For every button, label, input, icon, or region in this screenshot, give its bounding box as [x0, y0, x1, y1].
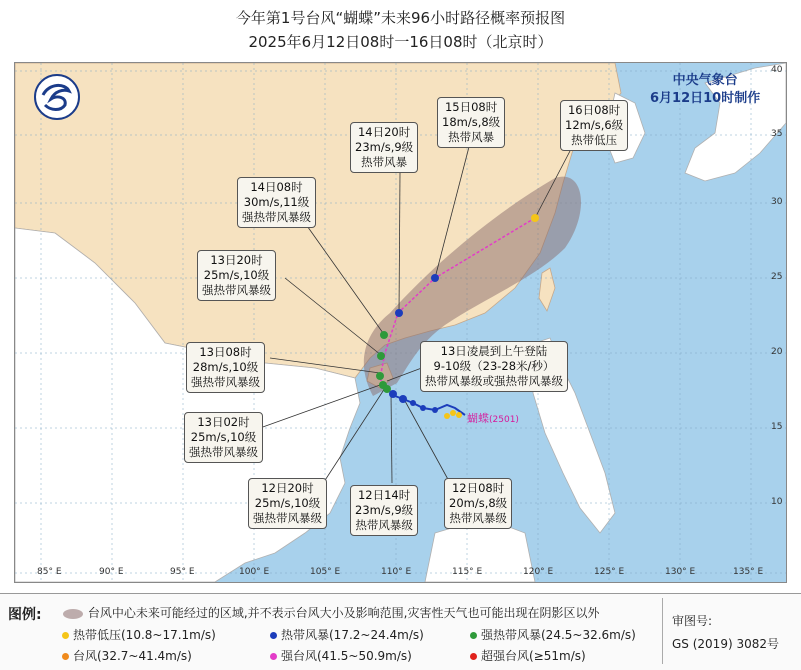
callout-wind: 25m/s,10级 [203, 268, 270, 282]
past-point-2 [420, 405, 426, 411]
lat-tick: 20 [771, 347, 783, 357]
past-point-3 [432, 407, 438, 413]
legend-item-td: 热带低压(10.8~17.1m/s) [62, 626, 216, 643]
legend-item-superty: 超强台风(≥51m/s) [470, 647, 586, 664]
point-14d20 [395, 309, 403, 317]
lon-tick: 95° E [170, 567, 195, 577]
callout-12d20 [248, 478, 327, 529]
callout-grade: 强热带风暴级 [191, 375, 260, 389]
dot-icon [270, 653, 277, 660]
legend-divider [662, 598, 663, 664]
genesis-point-2 [450, 410, 456, 416]
callout-time: 13日02时 [197, 415, 250, 429]
callout-14d08 [237, 177, 316, 228]
callout-wind: 30m/s,11级 [243, 195, 310, 209]
callout-wind: 20m/s,8级 [449, 496, 508, 510]
lon-tick: 120° E [523, 567, 554, 577]
point-13d20 [377, 352, 385, 360]
typhoon-code: (2501) [489, 415, 519, 425]
callout-15d08 [437, 97, 505, 148]
agency-block [650, 72, 760, 108]
lon-tick: 115° E [452, 567, 483, 577]
callout-12d14 [350, 485, 418, 536]
callout-14d20 [350, 122, 418, 173]
point-13d08 [376, 372, 384, 380]
map-subtitle: 2025年6月12日08时一16日08时（北京时） [248, 33, 553, 51]
callout-wind: 18m/s,8级 [442, 115, 501, 129]
callout-time: 15日08时 [444, 100, 498, 114]
legend-item-sts: 强热带风暴(24.5~32.6m/s) [470, 626, 636, 643]
callout-12d08 [444, 478, 512, 529]
point-14d08 [380, 331, 388, 339]
lat-tick: 35 [771, 129, 783, 139]
legend-cone-text: 台风中心未来可能经过的区域,并不表示台风大小及影响范围,灾害性天气也可能出现在阴影区以外 [87, 606, 600, 620]
callout-landfall [420, 341, 568, 392]
legend-title: 图例: [8, 607, 42, 623]
lon-tick: 90° E [99, 567, 124, 577]
dot-icon [62, 632, 69, 639]
callout-wind: 28m/s,10级 [192, 360, 259, 374]
callout-time: 14日08时 [250, 180, 303, 194]
lat-tick: 30 [771, 197, 783, 207]
callout-time: 13日20时 [210, 253, 263, 267]
callout-wind: 12m/s,6级 [565, 118, 624, 132]
lat-tick: 25 [771, 272, 783, 282]
point-15d08 [431, 274, 439, 282]
lon-tick: 135° E [733, 567, 764, 577]
dot-icon [470, 632, 477, 639]
callout-grade: 强热带风暴级 [189, 445, 258, 459]
point-16d08 [531, 214, 539, 222]
dot-icon [62, 653, 69, 660]
legend-item-ts: 热带风暴(17.2~24.4m/s) [270, 626, 424, 643]
legend-item-ty: 台风(32.7~41.4m/s) [62, 647, 192, 664]
landfall-line2: 9-10级（23-28米/秒） [433, 359, 555, 373]
lat-tick: 15 [771, 422, 783, 432]
lon-tick: 125° E [594, 567, 625, 577]
callout-wind: 23m/s,9级 [355, 140, 414, 154]
landfall-line1: 13日凌晨到上午登陆 [440, 344, 548, 358]
callout-grade: 热带风暴级 [449, 511, 507, 525]
legend-panel [0, 593, 801, 670]
callout-time: 14日20时 [357, 125, 411, 139]
callout-time: 12日20时 [261, 481, 314, 495]
callout-grade: 热带风暴级 [355, 518, 413, 532]
lon-tick: 110° E [381, 567, 412, 577]
callout-wind: 25m/s,10级 [254, 496, 321, 510]
point-12d08 [399, 395, 407, 403]
approval-label: 审图号: [672, 614, 713, 628]
past-point-1 [410, 400, 416, 406]
point-12d14 [389, 390, 397, 398]
callout-13d02 [184, 412, 263, 463]
legend-cone-item [62, 604, 599, 621]
lat-tick: 40 [771, 65, 783, 75]
callout-16d08 [560, 100, 628, 151]
genesis-point-3 [456, 412, 462, 418]
lon-tick: 85° E [37, 567, 62, 577]
lon-tick: 130° E [665, 567, 696, 577]
callout-grade: 强热带风暴级 [202, 283, 271, 297]
dot-icon [270, 632, 277, 639]
dot-icon [470, 653, 477, 660]
cma-logo [35, 75, 79, 119]
callout-wind: 23m/s,9级 [355, 503, 414, 517]
callout-time: 12日14时 [357, 488, 411, 502]
landfall-line3: 热带风暴级或强热带风暴级 [425, 374, 563, 388]
callout-time: 12日08时 [451, 481, 505, 495]
callout-grade: 热带低压 [571, 133, 618, 147]
lat-tick: 10 [771, 497, 783, 507]
callout-13d08 [186, 342, 265, 393]
callout-grade: 热带风暴 [361, 155, 408, 169]
land-taiwan [539, 268, 555, 311]
callout-13d20 [197, 250, 276, 301]
legend-item-sty: 强台风(41.5~50.9m/s) [270, 647, 412, 664]
callout-time: 16日08时 [567, 103, 621, 117]
issue-time: 6月12日10时制作 [650, 91, 761, 106]
lon-tick: 105° E [310, 567, 341, 577]
agency-name: 中央气象台 [672, 73, 738, 88]
genesis-point-1 [444, 413, 450, 419]
callout-grade: 强热带风暴级 [253, 511, 322, 525]
callout-time: 13日08时 [199, 345, 252, 359]
lon-tick: 100° E [239, 567, 270, 577]
typhoon-name: 蝴蝶 [467, 412, 489, 425]
map-title: 今年第1号台风“蝴蝶”未来96小时路径概率预报图 [235, 9, 566, 27]
typhoon-label [467, 410, 519, 426]
cone-swatch-icon [62, 608, 84, 620]
callout-grade: 热带风暴 [448, 130, 495, 144]
callout-grade: 强热带风暴级 [242, 210, 311, 224]
approval-number: GS (2019) 3082号 [672, 637, 779, 651]
callout-wind: 25m/s,10级 [190, 430, 257, 444]
